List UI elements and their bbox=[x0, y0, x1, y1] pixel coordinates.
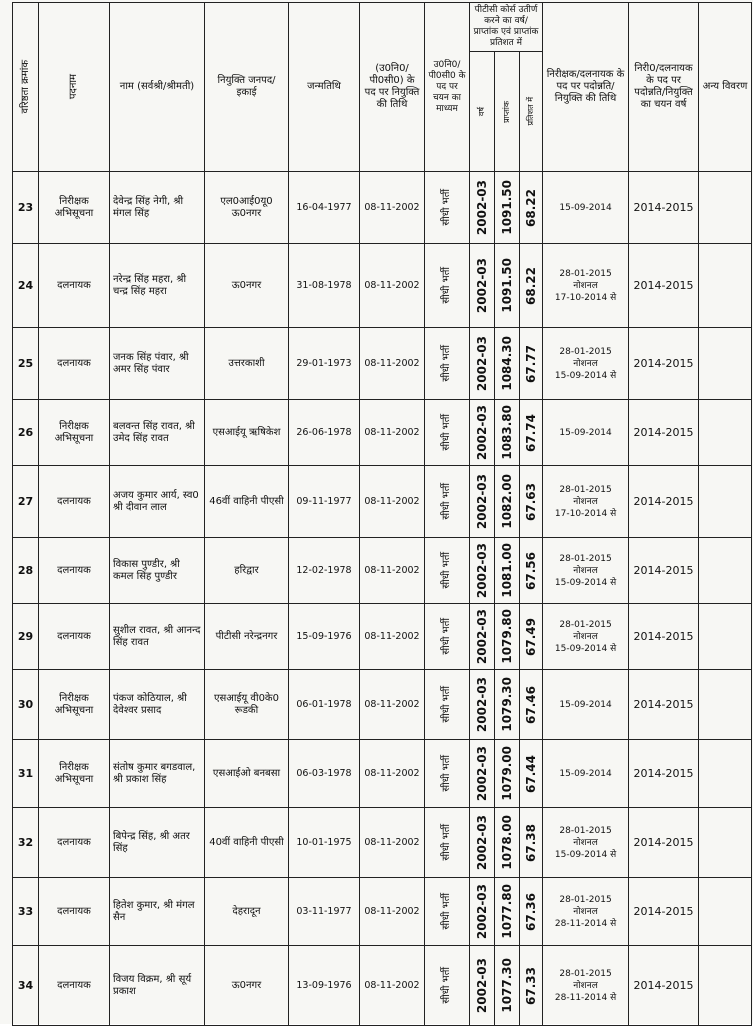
ptc-year-cell bbox=[470, 808, 495, 878]
appointment-date-cell: 08-11-2002 bbox=[360, 538, 425, 604]
appointment-date-cell: 08-11-2002 bbox=[360, 946, 425, 1026]
table-row bbox=[13, 604, 752, 670]
ptc-percent-cell-text: 67.46 bbox=[524, 685, 539, 724]
name-cell: नरेन्द्र सिंह महरा, श्री चन्द्र सिंह महरा bbox=[110, 244, 205, 328]
unit-cell: एसआईयू ऋषिकेश bbox=[205, 400, 289, 466]
table-row bbox=[13, 172, 752, 244]
name-cell: अजय कुमार आर्य, स्व0 श्री दीवान लाल bbox=[110, 466, 205, 538]
ptc-marks-cell bbox=[495, 244, 520, 328]
name-cell: हितेश कुमार, श्री मंगल सैन bbox=[110, 878, 205, 946]
header-post: पदनाम bbox=[39, 3, 110, 172]
appointment-date-cell: 08-11-2002 bbox=[360, 670, 425, 740]
unit-cell: देहरादून bbox=[205, 878, 289, 946]
post-cell: दलनायक bbox=[39, 808, 110, 878]
ptc-marks-cell-text: 1091.50 bbox=[500, 258, 514, 313]
ptc-marks-cell-text: 1077.30 bbox=[500, 958, 514, 1013]
remarks-cell bbox=[699, 400, 752, 466]
table-row bbox=[13, 946, 752, 1026]
promotion-date-line: 28-01-2015 bbox=[559, 619, 612, 630]
promotion-date-cell bbox=[543, 946, 629, 1026]
ptc-percent-cell-text: 68.22 bbox=[524, 188, 539, 227]
serial-cell: 28 bbox=[13, 538, 39, 604]
selection-mode-cell-text: सीधी भर्ती bbox=[441, 414, 452, 451]
post-cell: दलनायक bbox=[39, 328, 110, 400]
ptc-year-cell bbox=[470, 740, 495, 808]
selection-mode-cell-text: सीधी भर्ती bbox=[441, 189, 452, 226]
selection-year-cell: 2014-2015 bbox=[629, 244, 699, 328]
ptc-percent-cell bbox=[520, 740, 543, 808]
name-cell: देवेन्द्र सिंह नेगी, श्री मंगल सिंह bbox=[110, 172, 205, 244]
table-row bbox=[13, 878, 752, 946]
ptc-year-cell-text: 2002-03 bbox=[475, 676, 489, 733]
table-row bbox=[13, 244, 752, 328]
dob-cell: 13-09-1976 bbox=[289, 946, 360, 1026]
selection-mode-cell bbox=[425, 400, 470, 466]
post-cell: दलनायक bbox=[39, 244, 110, 328]
promotion-date-line: नोशनल bbox=[573, 280, 598, 291]
remarks-cell bbox=[699, 740, 752, 808]
header-ptc: पीटीसी कोर्स उतीर्ण करने का वर्ष/प्राप्तांक एवं प्राप्तांक प्रतिशत में bbox=[470, 3, 543, 52]
unit-cell: उत्तरकाशी bbox=[205, 328, 289, 400]
selection-mode-cell bbox=[425, 466, 470, 538]
promotion-date-line: 15-09-2014 bbox=[559, 202, 612, 213]
seniority-table bbox=[12, 2, 752, 1026]
dob-cell: 26-06-1978 bbox=[289, 400, 360, 466]
appointment-date-cell: 08-11-2002 bbox=[360, 740, 425, 808]
serial-cell: 32 bbox=[13, 808, 39, 878]
promotion-date-line: नोशनल bbox=[573, 358, 598, 369]
ptc-percent-cell-text: 67.33 bbox=[524, 966, 539, 1005]
ptc-marks-cell-text: 1078.00 bbox=[500, 815, 514, 870]
selection-year-cell: 2014-2015 bbox=[629, 400, 699, 466]
serial-cell: 33 bbox=[13, 878, 39, 946]
appointment-date-cell: 08-11-2002 bbox=[360, 328, 425, 400]
ptc-percent-cell-text: 68.22 bbox=[524, 266, 539, 305]
post-cell: निरीक्षक अभिसूचना bbox=[39, 740, 110, 808]
ptc-percent-cell-text: 67.36 bbox=[524, 892, 539, 931]
promotion-date-cell bbox=[543, 878, 629, 946]
ptc-percent-cell bbox=[520, 946, 543, 1026]
ptc-year-cell-text: 2002-03 bbox=[475, 404, 489, 461]
promotion-date-line: नोशनल bbox=[573, 496, 598, 507]
header-ptc-percent: प्रतिशत में bbox=[520, 52, 543, 172]
header-dob: जन्मतिथि bbox=[289, 3, 360, 172]
ptc-percent-cell-text: 67.49 bbox=[524, 617, 539, 656]
promotion-date-line: नोशनल bbox=[573, 631, 598, 642]
ptc-percent-cell-text: 67.63 bbox=[524, 482, 539, 521]
unit-cell: पीटीसी नरेन्द्रनगर bbox=[205, 604, 289, 670]
selection-year-cell: 2014-2015 bbox=[629, 670, 699, 740]
appointment-date-cell: 08-11-2002 bbox=[360, 400, 425, 466]
selection-mode-cell-text: सीधी भर्ती bbox=[441, 618, 452, 655]
selection-mode-cell bbox=[425, 946, 470, 1026]
unit-cell: एसआईयू वी0के0 रूडकी bbox=[205, 670, 289, 740]
unit-cell: ऊ0नगर bbox=[205, 244, 289, 328]
selection-mode-cell bbox=[425, 538, 470, 604]
dob-cell: 09-11-1977 bbox=[289, 466, 360, 538]
ptc-marks-cell-text: 1083.80 bbox=[500, 405, 514, 460]
selection-year-cell: 2014-2015 bbox=[629, 808, 699, 878]
ptc-percent-cell bbox=[520, 244, 543, 328]
header-mode: उ0नि0/पी0सी0 के पद पर चयन का माध्यम bbox=[425, 3, 470, 172]
serial-cell: 29 bbox=[13, 604, 39, 670]
ptc-marks-cell-text: 1077.80 bbox=[500, 884, 514, 939]
selection-mode-cell-text: सीधी भर्ती bbox=[441, 345, 452, 382]
ptc-marks-cell bbox=[495, 808, 520, 878]
promotion-date-line: 17-10-2014 से bbox=[554, 292, 617, 303]
promotion-date-line: 28-11-2014 से bbox=[554, 918, 617, 929]
selection-year-cell: 2014-2015 bbox=[629, 604, 699, 670]
serial-cell: 23 bbox=[13, 172, 39, 244]
ptc-marks-cell bbox=[495, 740, 520, 808]
promotion-date-line: 28-01-2015 bbox=[559, 825, 612, 836]
header-promotion-date: निरीक्षक/दलनायक के पद पर पदोन्नति/नियुक्ति की तिथि bbox=[543, 3, 629, 172]
promotion-date-line: 28-01-2015 bbox=[559, 968, 612, 979]
header-ptc-year: वर्ष bbox=[470, 52, 495, 172]
promotion-date-line: 28-01-2015 bbox=[559, 553, 612, 564]
ptc-year-cell-text: 2002-03 bbox=[475, 179, 489, 236]
remarks-cell bbox=[699, 328, 752, 400]
promotion-date-cell bbox=[543, 466, 629, 538]
ptc-year-cell bbox=[470, 604, 495, 670]
ptc-percent-cell bbox=[520, 466, 543, 538]
ptc-marks-cell-text: 1079.00 bbox=[500, 746, 514, 801]
header-appointment: (उ0नि0/पी0सी0) के पद पर नियुक्ति की तिथि bbox=[360, 3, 425, 172]
selection-mode-cell-text: सीधी भर्ती bbox=[441, 824, 452, 861]
ptc-marks-cell bbox=[495, 466, 520, 538]
post-cell: निरीक्षक अभिसूचना bbox=[39, 172, 110, 244]
selection-mode-cell bbox=[425, 328, 470, 400]
serial-cell: 31 bbox=[13, 740, 39, 808]
name-cell: बिपेन्द्र सिंह, श्री अतर सिंह bbox=[110, 808, 205, 878]
promotion-date-line: नोशनल bbox=[573, 837, 598, 848]
post-cell: निरीक्षक अभिसूचना bbox=[39, 400, 110, 466]
promotion-date-line: 15-09-2014 bbox=[559, 427, 612, 438]
promotion-date-line: नोशनल bbox=[573, 565, 598, 576]
dob-cell: 29-01-1973 bbox=[289, 328, 360, 400]
promotion-date-cell bbox=[543, 400, 629, 466]
ptc-year-cell bbox=[470, 244, 495, 328]
ptc-year-cell bbox=[470, 670, 495, 740]
table-row bbox=[13, 538, 752, 604]
promotion-date-line: 28-01-2015 bbox=[559, 268, 612, 279]
selection-mode-cell bbox=[425, 670, 470, 740]
dob-cell: 16-04-1977 bbox=[289, 172, 360, 244]
promotion-date-cell bbox=[543, 328, 629, 400]
table-body bbox=[13, 172, 752, 1026]
ptc-percent-cell bbox=[520, 808, 543, 878]
post-cell: दलनायक bbox=[39, 878, 110, 946]
ptc-percent-cell bbox=[520, 604, 543, 670]
appointment-date-cell: 08-11-2002 bbox=[360, 808, 425, 878]
promotion-date-line: 15-09-2014 bbox=[559, 768, 612, 779]
name-cell: जनक सिंह पंवार, श्री अमर सिंह पंवार bbox=[110, 328, 205, 400]
ptc-marks-cell-text: 1084.30 bbox=[500, 336, 514, 391]
selection-year-cell: 2014-2015 bbox=[629, 538, 699, 604]
post-cell: दलनायक bbox=[39, 946, 110, 1026]
ptc-year-cell-text: 2002-03 bbox=[475, 957, 489, 1014]
promotion-date-line: 28-01-2015 bbox=[559, 894, 612, 905]
promotion-date-line: नोशनल bbox=[573, 906, 598, 917]
ptc-percent-cell bbox=[520, 878, 543, 946]
promotion-date-line: 15-09-2014 से bbox=[554, 849, 617, 860]
promotion-date-cell bbox=[543, 538, 629, 604]
promotion-date-line: 28-01-2015 bbox=[559, 484, 612, 495]
remarks-cell bbox=[699, 466, 752, 538]
selection-mode-cell-text: सीधी भर्ती bbox=[441, 552, 452, 589]
table-row bbox=[13, 400, 752, 466]
selection-year-cell: 2014-2015 bbox=[629, 328, 699, 400]
remarks-cell bbox=[699, 172, 752, 244]
header-remarks: अन्य विवरण bbox=[699, 3, 752, 172]
selection-mode-cell bbox=[425, 172, 470, 244]
serial-cell: 26 bbox=[13, 400, 39, 466]
ptc-year-cell bbox=[470, 172, 495, 244]
selection-mode-cell-text: सीधी भर्ती bbox=[441, 893, 452, 930]
post-cell: दलनायक bbox=[39, 604, 110, 670]
post-cell: दलनायक bbox=[39, 466, 110, 538]
selection-year-cell: 2014-2015 bbox=[629, 878, 699, 946]
selection-mode-cell-text: सीधी भर्ती bbox=[441, 686, 452, 723]
promotion-date-line: 15-09-2014 से bbox=[554, 643, 617, 654]
ptc-marks-cell bbox=[495, 400, 520, 466]
ptc-marks-cell-text: 1079.80 bbox=[500, 609, 514, 664]
ptc-marks-cell bbox=[495, 670, 520, 740]
ptc-marks-cell bbox=[495, 604, 520, 670]
ptc-percent-cell bbox=[520, 670, 543, 740]
remarks-cell bbox=[699, 244, 752, 328]
ptc-year-cell bbox=[470, 538, 495, 604]
serial-cell: 27 bbox=[13, 466, 39, 538]
appointment-date-cell: 08-11-2002 bbox=[360, 244, 425, 328]
ptc-percent-cell-text: 67.74 bbox=[524, 413, 539, 452]
ptc-percent-cell-text: 67.38 bbox=[524, 823, 539, 862]
unit-cell: एसआईओ बनबसा bbox=[205, 740, 289, 808]
appointment-date-cell: 08-11-2002 bbox=[360, 172, 425, 244]
name-cell: विजय विक्रम, श्री सूर्य प्रकाश bbox=[110, 946, 205, 1026]
name-cell: बलवन्त सिंह रावत, श्री उमेद सिंह रावत bbox=[110, 400, 205, 466]
table-header bbox=[13, 3, 752, 172]
ptc-year-cell bbox=[470, 946, 495, 1026]
ptc-year-cell-text: 2002-03 bbox=[475, 335, 489, 392]
ptc-year-cell-text: 2002-03 bbox=[475, 257, 489, 314]
ptc-marks-cell-text: 1079.30 bbox=[500, 677, 514, 732]
dob-cell: 15-09-1976 bbox=[289, 604, 360, 670]
promotion-date-cell bbox=[543, 172, 629, 244]
ptc-year-cell bbox=[470, 466, 495, 538]
header-name: नाम (सर्वश्री/श्रीमती) bbox=[110, 3, 205, 172]
selection-mode-cell bbox=[425, 878, 470, 946]
ptc-year-cell bbox=[470, 400, 495, 466]
promotion-date-cell bbox=[543, 740, 629, 808]
ptc-percent-cell bbox=[520, 400, 543, 466]
promotion-date-line: नोशनल bbox=[573, 980, 598, 991]
selection-mode-cell bbox=[425, 808, 470, 878]
table-row bbox=[13, 328, 752, 400]
ptc-year-cell bbox=[470, 878, 495, 946]
serial-cell: 30 bbox=[13, 670, 39, 740]
ptc-percent-cell-text: 67.77 bbox=[524, 344, 539, 383]
header-unit: नियुक्ति जनपद/इकाई bbox=[205, 3, 289, 172]
ptc-marks-cell bbox=[495, 172, 520, 244]
remarks-cell bbox=[699, 604, 752, 670]
remarks-cell bbox=[699, 946, 752, 1026]
ptc-year-cell-text: 2002-03 bbox=[475, 473, 489, 530]
dob-cell: 06-01-1978 bbox=[289, 670, 360, 740]
selection-year-cell: 2014-2015 bbox=[629, 946, 699, 1026]
ptc-year-cell-text: 2002-03 bbox=[475, 745, 489, 802]
ptc-marks-cell-text: 1082.00 bbox=[500, 474, 514, 529]
dob-cell: 10-01-1975 bbox=[289, 808, 360, 878]
header-selection-year: निरी0/दलनायक के पद पर पदोन्नति/नियुक्ति का चयन वर्ष bbox=[629, 3, 699, 172]
unit-cell: 46वीं वाहिनी पीएसी bbox=[205, 466, 289, 538]
ptc-marks-cell bbox=[495, 538, 520, 604]
selection-mode-cell bbox=[425, 604, 470, 670]
unit-cell: एल0आई0यू0 ऊ0नगर bbox=[205, 172, 289, 244]
appointment-date-cell: 08-11-2002 bbox=[360, 878, 425, 946]
serial-cell: 24 bbox=[13, 244, 39, 328]
ptc-percent-cell-text: 67.56 bbox=[524, 551, 539, 590]
ptc-marks-cell bbox=[495, 946, 520, 1026]
serial-cell: 25 bbox=[13, 328, 39, 400]
dob-cell: 31-08-1978 bbox=[289, 244, 360, 328]
selection-year-cell: 2014-2015 bbox=[629, 740, 699, 808]
remarks-cell bbox=[699, 538, 752, 604]
table-row bbox=[13, 670, 752, 740]
promotion-date-cell bbox=[543, 808, 629, 878]
selection-mode-cell-text: सीधी भर्ती bbox=[441, 755, 452, 792]
selection-year-cell: 2014-2015 bbox=[629, 172, 699, 244]
remarks-cell bbox=[699, 670, 752, 740]
ptc-year-cell-text: 2002-03 bbox=[475, 608, 489, 665]
header-serial: वरिष्ठता क्रमांक bbox=[13, 3, 39, 172]
remarks-cell bbox=[699, 878, 752, 946]
serial-cell: 34 bbox=[13, 946, 39, 1026]
promotion-date-line: 28-11-2014 से bbox=[554, 992, 617, 1003]
promotion-date-line: 15-09-2014 से bbox=[554, 370, 617, 381]
appointment-date-cell: 08-11-2002 bbox=[360, 466, 425, 538]
header-ptc-marks: प्राप्तांक bbox=[495, 52, 520, 172]
name-cell: पंकज कोठियाल, श्री देवेश्वर प्रसाद bbox=[110, 670, 205, 740]
selection-mode-cell bbox=[425, 244, 470, 328]
ptc-percent-cell bbox=[520, 328, 543, 400]
table-row bbox=[13, 808, 752, 878]
promotion-date-line: 17-10-2014 से bbox=[554, 508, 617, 519]
promotion-date-cell bbox=[543, 604, 629, 670]
ptc-year-cell-text: 2002-03 bbox=[475, 542, 489, 599]
promotion-date-line: 15-09-2014 से bbox=[554, 577, 617, 588]
table-row bbox=[13, 740, 752, 808]
selection-mode-cell-text: सीधी भर्ती bbox=[441, 967, 452, 1004]
selection-mode-cell bbox=[425, 740, 470, 808]
selection-mode-cell-text: सीधी भर्ती bbox=[441, 483, 452, 520]
ptc-marks-cell-text: 1091.50 bbox=[500, 180, 514, 235]
ptc-marks-cell-text: 1081.00 bbox=[500, 543, 514, 598]
ptc-percent-cell bbox=[520, 172, 543, 244]
promotion-date-line: 15-09-2014 bbox=[559, 699, 612, 710]
dob-cell: 06-03-1978 bbox=[289, 740, 360, 808]
promotion-date-cell bbox=[543, 670, 629, 740]
ptc-percent-cell-text: 67.44 bbox=[524, 754, 539, 793]
ptc-marks-cell bbox=[495, 328, 520, 400]
dob-cell: 03-11-1977 bbox=[289, 878, 360, 946]
unit-cell: 40वीं वाहिनी पीएसी bbox=[205, 808, 289, 878]
appointment-date-cell: 08-11-2002 bbox=[360, 604, 425, 670]
post-cell: दलनायक bbox=[39, 538, 110, 604]
ptc-percent-cell bbox=[520, 538, 543, 604]
promotion-date-line: 28-01-2015 bbox=[559, 346, 612, 357]
ptc-year-cell-text: 2002-03 bbox=[475, 814, 489, 871]
remarks-cell bbox=[699, 808, 752, 878]
name-cell: विकास पुण्डीर, श्री कमल सिंह पुण्डीर bbox=[110, 538, 205, 604]
table-row bbox=[13, 466, 752, 538]
unit-cell: हरिद्वार bbox=[205, 538, 289, 604]
ptc-year-cell-text: 2002-03 bbox=[475, 883, 489, 940]
dob-cell: 12-02-1978 bbox=[289, 538, 360, 604]
ptc-marks-cell bbox=[495, 878, 520, 946]
name-cell: संतोष कुमार बगडवाल, श्री प्रकाश सिंह bbox=[110, 740, 205, 808]
post-cell: निरीक्षक अभिसूचना bbox=[39, 670, 110, 740]
name-cell: सुशील रावत, श्री आनन्द सिंह रावत bbox=[110, 604, 205, 670]
ptc-year-cell bbox=[470, 328, 495, 400]
unit-cell: ऊ0नगर bbox=[205, 946, 289, 1026]
selection-mode-cell-text: सीधी भर्ती bbox=[441, 267, 452, 304]
promotion-date-cell bbox=[543, 244, 629, 328]
selection-year-cell: 2014-2015 bbox=[629, 466, 699, 538]
